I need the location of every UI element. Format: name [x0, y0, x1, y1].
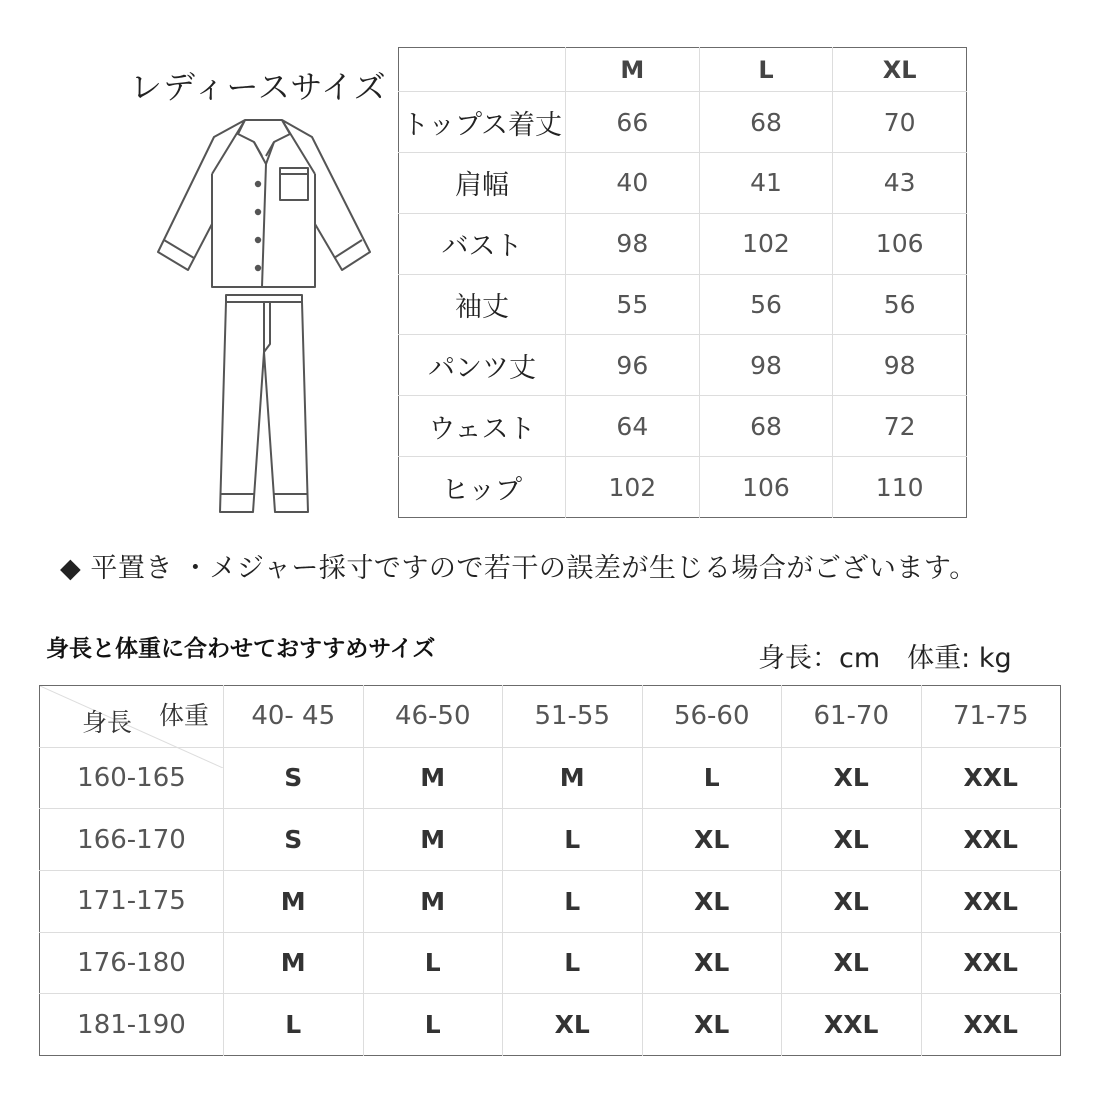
size-cell: L	[363, 932, 503, 994]
measurement-value: 40	[566, 152, 700, 213]
header-blank-cell	[399, 48, 566, 92]
measurement-value: 96	[566, 335, 700, 396]
measurement-value: 66	[566, 92, 700, 153]
size-table-row	[399, 396, 967, 457]
size-cell: S	[224, 747, 364, 809]
size-cell: M	[363, 747, 503, 809]
size-table-row	[399, 274, 967, 335]
measurement-value: 68	[699, 92, 833, 153]
recommend-size-table	[39, 685, 1061, 1056]
weight-header: 46-50	[363, 686, 503, 748]
weight-header: 40- 45	[224, 686, 364, 748]
size-cell: L	[503, 932, 643, 994]
recommend-title: 身長と体重に合わせておすすめサイズ	[46, 636, 436, 662]
measurement-label: バスト	[399, 213, 566, 274]
size-cell: XL	[782, 747, 922, 809]
recommend-row	[40, 809, 1061, 871]
size-cell: M	[363, 870, 503, 932]
measurement-value: 72	[833, 396, 967, 457]
size-table-row	[399, 335, 967, 396]
weight-header: 56-60	[642, 686, 782, 748]
size-cell: XXL	[963, 1010, 1018, 1040]
ladies-size-title: レディースサイズ	[130, 68, 387, 106]
measurement-value: 110	[875, 472, 924, 502]
size-cell: S	[224, 809, 364, 871]
recommend-row	[40, 994, 1061, 1056]
size-cell: XXL	[921, 747, 1061, 809]
size-cell: XL	[782, 870, 922, 932]
measurement-value: 102	[699, 213, 833, 274]
measurement-label: ヒップ	[399, 457, 566, 518]
measurement-value: 106	[833, 213, 967, 274]
header-size: XL	[833, 48, 967, 92]
height-label: 171-175	[40, 870, 224, 932]
size-cell: XL	[782, 932, 922, 994]
header-size: L	[699, 48, 833, 92]
size-cell: M	[224, 932, 364, 994]
size-cell: M	[503, 747, 643, 809]
measurement-label: パンツ丈	[399, 335, 566, 396]
measurement-label: トップス着丈	[399, 92, 566, 153]
size-cell: XXL	[921, 809, 1061, 871]
measurement-value: 98	[566, 213, 700, 274]
size-cell: XL	[642, 932, 782, 994]
measurement-value: 43	[833, 152, 967, 213]
size-cell: L	[503, 809, 643, 871]
weight-header: 61-70	[782, 686, 922, 748]
measurement-value: 70	[833, 92, 967, 153]
recommend-header-row	[40, 686, 1061, 748]
measurement-value: 98	[699, 335, 833, 396]
measurement-value: 106	[699, 457, 833, 518]
measurement-value: 56	[699, 274, 833, 335]
size-cell: L	[642, 747, 782, 809]
size-table-row	[399, 152, 967, 213]
size-cell: XXL	[921, 870, 1061, 932]
size-cell: M	[224, 870, 364, 932]
measurement-value: 102	[566, 457, 700, 518]
measurement-value: 56	[833, 274, 967, 335]
size-cell: XL	[642, 809, 782, 871]
size-cell: L	[503, 870, 643, 932]
size-cell: XXL	[921, 932, 1061, 994]
ladies-size-table	[398, 47, 967, 518]
height-label: 181-190	[40, 994, 224, 1056]
measurement-value: 64	[566, 396, 700, 457]
pajama-illustration-icon	[150, 112, 380, 522]
header-size: M	[566, 48, 700, 92]
size-table-row	[399, 457, 967, 518]
corner-height-label: 身長	[82, 707, 133, 737]
corner-cell	[40, 686, 224, 748]
measurement-label: 肩幅	[399, 152, 566, 213]
size-cell: XL	[642, 870, 782, 932]
measurement-value: 68	[699, 396, 833, 457]
measurement-value: 98	[833, 335, 967, 396]
size-table-row	[399, 92, 967, 153]
measurement-label: 袖丈	[399, 274, 566, 335]
corner-weight-label: 体重	[158, 701, 209, 730]
unit-note: 身長：cm 体重: kg	[758, 643, 1012, 674]
measurement-value: 41	[699, 152, 833, 213]
weight-header: 71-75	[921, 686, 1061, 748]
size-cell: XL	[642, 994, 782, 1056]
weight-header: 51-55	[503, 686, 643, 748]
measurement-note: ◆ 平置き ・メジャー採寸ですので若干の誤差が生じる場合がございます。	[60, 553, 977, 584]
height-label: 166-170	[40, 809, 224, 871]
measurement-value: 55	[566, 274, 700, 335]
recommend-row	[40, 932, 1061, 994]
size-cell: L	[224, 994, 364, 1056]
size-cell: XXL	[782, 994, 922, 1056]
size-cell: XL	[782, 809, 922, 871]
recommend-row	[40, 870, 1061, 932]
size-cell: L	[363, 994, 503, 1056]
size-table-header-row	[399, 48, 967, 92]
size-cell: M	[363, 809, 503, 871]
height-label: 176-180	[40, 932, 224, 994]
size-table-row	[399, 213, 967, 274]
height-label: 160-165	[40, 747, 224, 809]
measurement-label: ウェスト	[399, 396, 566, 457]
size-cell: XL	[503, 994, 643, 1056]
